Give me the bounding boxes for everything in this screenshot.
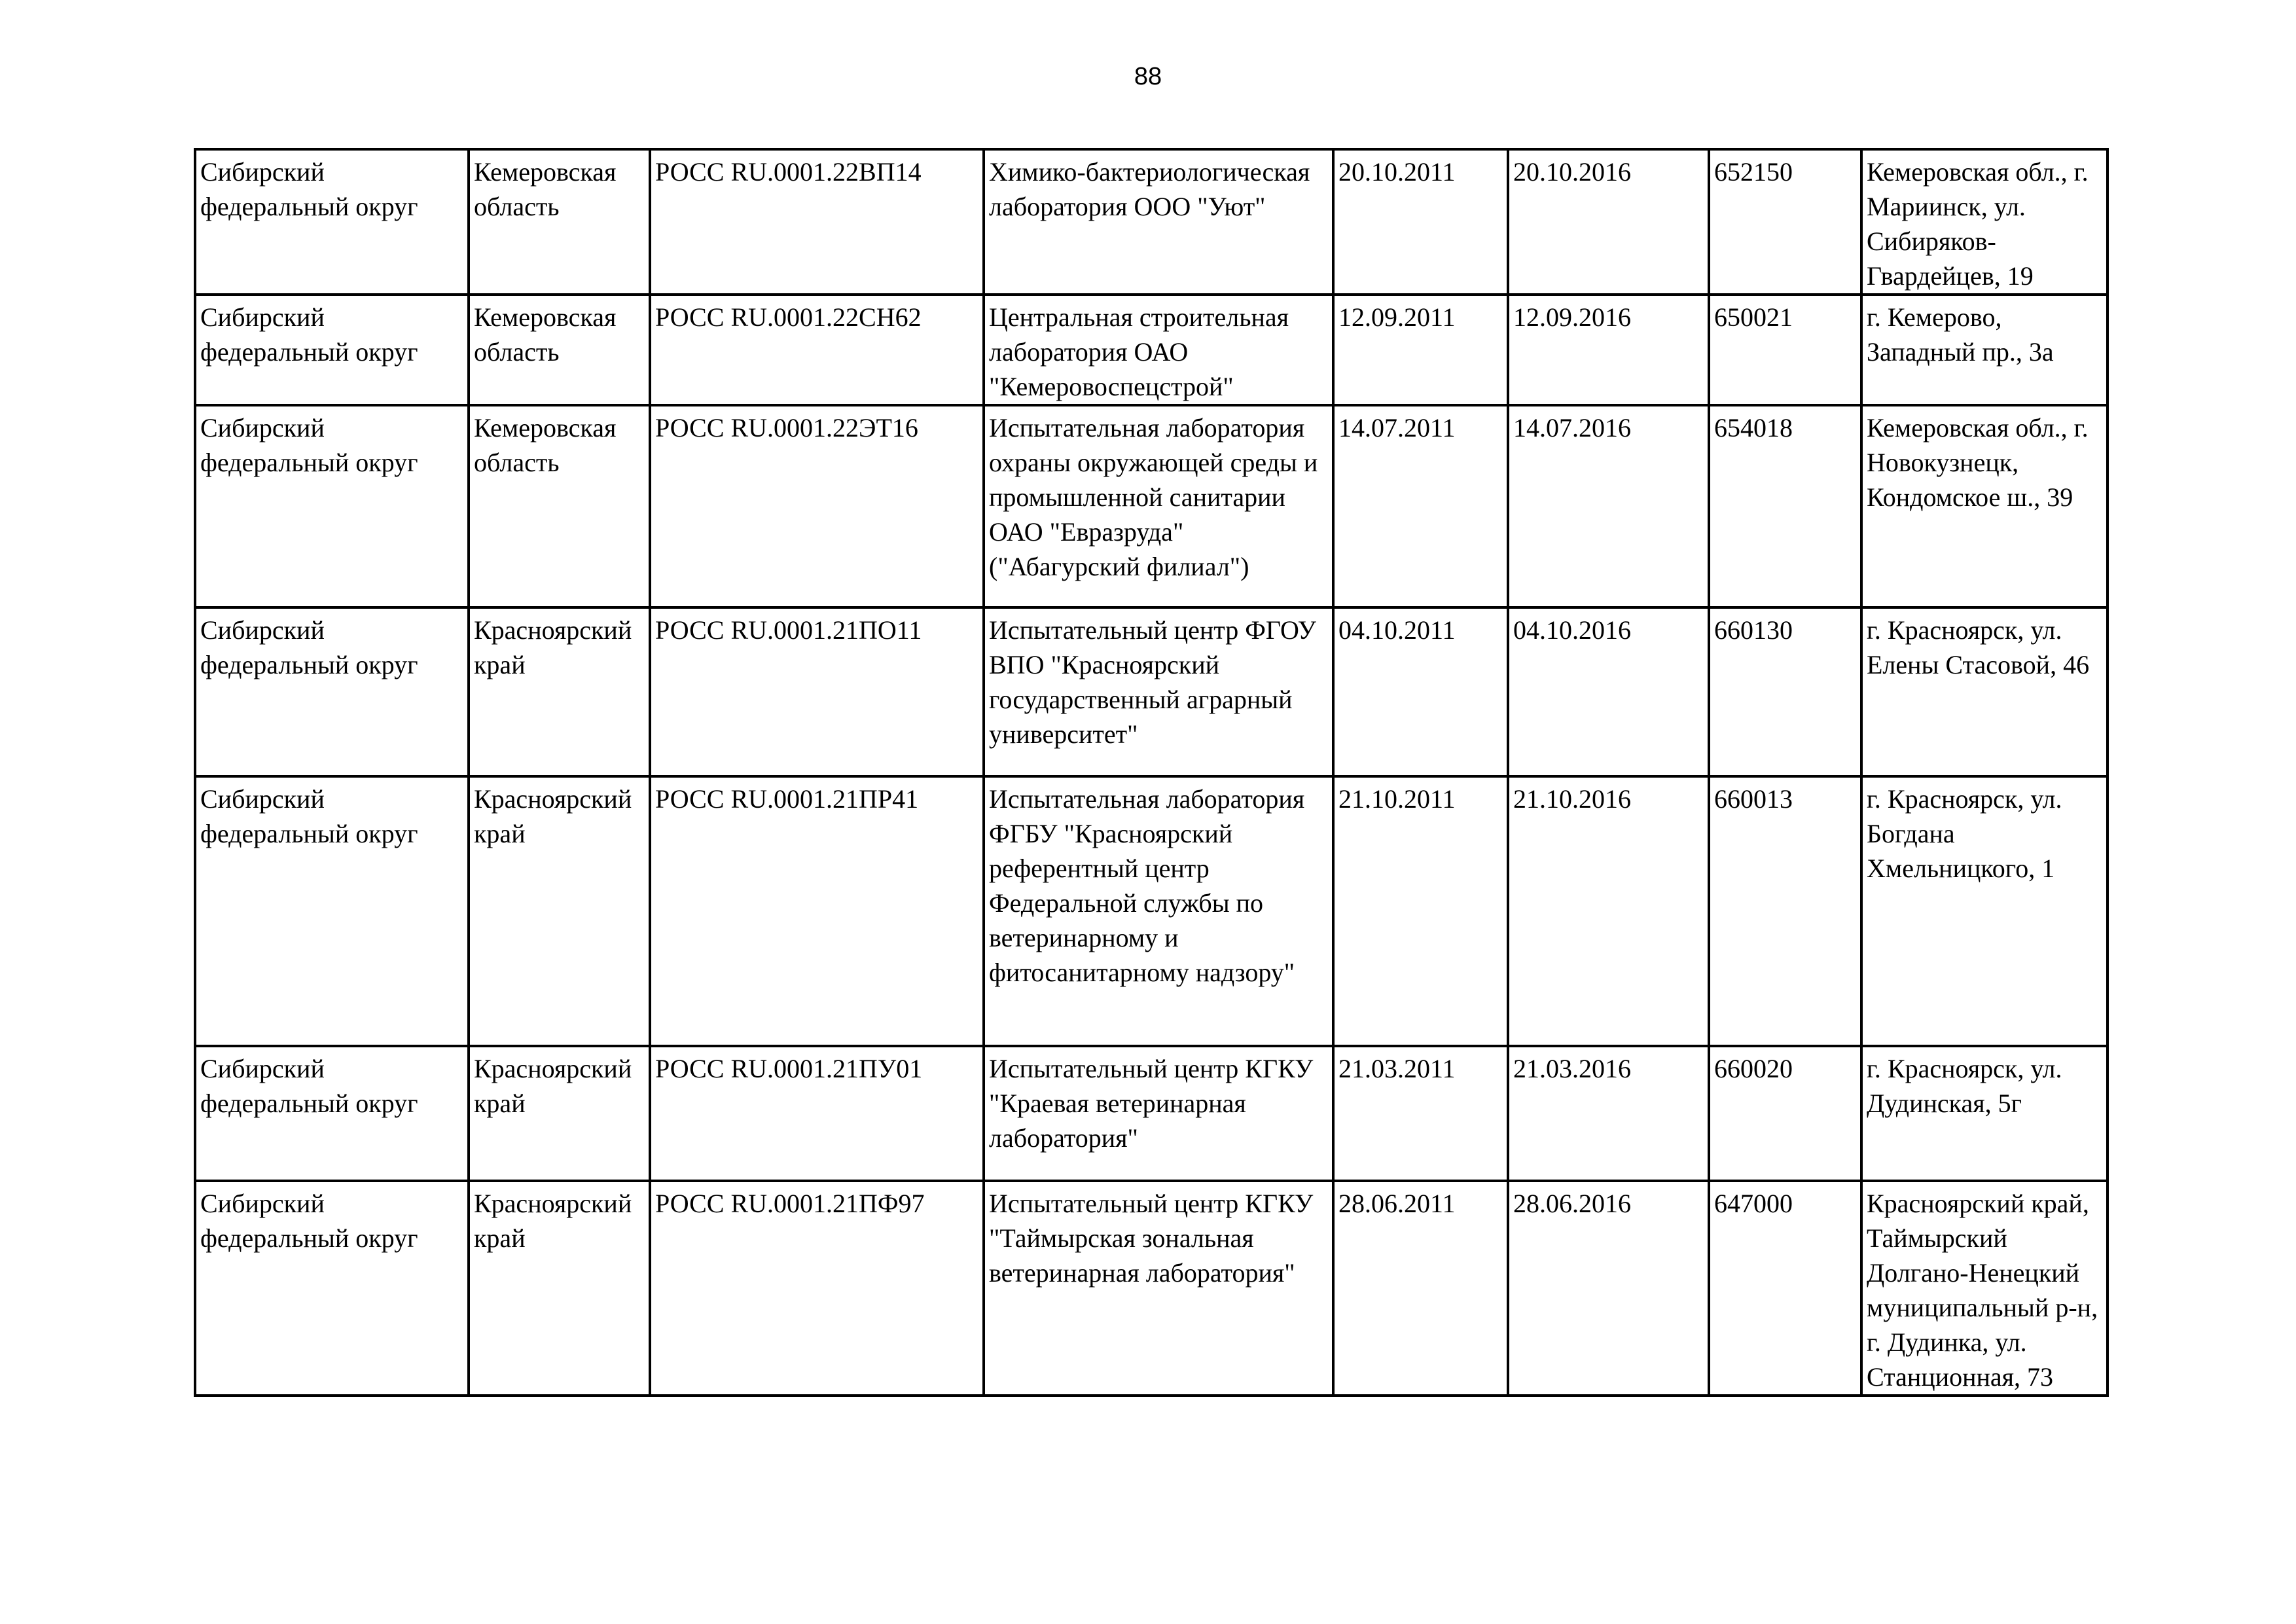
cell-region: Красноярский край <box>469 776 650 1046</box>
cell-address: Красноярский край, Таймырский Долгано-Ненецкий муниципальный р-н, г. Дудинка, ул. Станционная, 73 <box>1861 1181 2108 1396</box>
cell-expiry-date: 21.10.2016 <box>1508 776 1709 1046</box>
cell-certificate: РОСС RU.0001.22СН62 <box>650 295 984 405</box>
table-row <box>195 149 2108 295</box>
cell-certificate: РОСС RU.0001.22ВП14 <box>650 149 984 295</box>
cell-address: Кемеровская обл., г. Новокузнецк, Кондомское ш., 39 <box>1861 405 2108 607</box>
cell-address: г. Красноярск, ул. Богдана Хмельницкого, 1 <box>1861 776 2108 1046</box>
cell-postal-code: 660130 <box>1709 607 1861 776</box>
cell-postal-code: 650021 <box>1709 295 1861 405</box>
cell-laboratory: Испытательный центр КГКУ "Таймырская зональная ветеринарная лаборатория" <box>984 1181 1333 1396</box>
cell-region: Красноярский край <box>469 1046 650 1181</box>
cell-expiry-date: 21.03.2016 <box>1508 1046 1709 1181</box>
cell-postal-code: 660020 <box>1709 1046 1861 1181</box>
cell-issue-date: 28.06.2011 <box>1333 1181 1508 1396</box>
cell-district: Сибирский федеральный округ <box>195 1181 469 1396</box>
cell-expiry-date: 20.10.2016 <box>1508 149 1709 295</box>
cell-issue-date: 21.03.2011 <box>1333 1046 1508 1181</box>
cell-laboratory: Центральная строительная лаборатория ОАО "Кемеровоспецстрой" <box>984 295 1333 405</box>
table-row <box>195 1181 2108 1396</box>
cell-postal-code: 654018 <box>1709 405 1861 607</box>
cell-region: Кемеровская область <box>469 149 650 295</box>
cell-certificate: РОСС RU.0001.21ПР41 <box>650 776 984 1046</box>
cell-region: Кемеровская область <box>469 295 650 405</box>
cell-certificate: РОСС RU.0001.21ПФ97 <box>650 1181 984 1396</box>
cell-issue-date: 14.07.2011 <box>1333 405 1508 607</box>
cell-issue-date: 12.09.2011 <box>1333 295 1508 405</box>
cell-laboratory: Испытательная лаборатория ФГБУ "Красноярский референтный центр Федеральной службы по ветеринарному и фитосанитарному надзору" <box>984 776 1333 1046</box>
cell-laboratory: Химико-бактериологическая лаборатория ООО "Уют" <box>984 149 1333 295</box>
cell-laboratory: Испытательная лаборатория охраны окружающей среды и промышленной санитарии ОАО "Евразруда" ("Абагурский филиал") <box>984 405 1333 607</box>
cell-issue-date: 20.10.2011 <box>1333 149 1508 295</box>
cell-certificate: РОСС RU.0001.21ПУ01 <box>650 1046 984 1181</box>
cell-address: г. Кемерово, Западный пр., 3а <box>1861 295 2108 405</box>
cell-issue-date: 04.10.2011 <box>1333 607 1508 776</box>
cell-district: Сибирский федеральный округ <box>195 1046 469 1181</box>
table-row <box>195 295 2108 405</box>
cell-region: Красноярский край <box>469 1181 650 1396</box>
table-row <box>195 607 2108 776</box>
table-row <box>195 405 2108 607</box>
cell-laboratory: Испытательный центр КГКУ "Краевая ветеринарная лаборатория" <box>984 1046 1333 1181</box>
cell-district: Сибирский федеральный округ <box>195 607 469 776</box>
table-row <box>195 776 2108 1046</box>
table-row <box>195 1046 2108 1181</box>
cell-postal-code: 647000 <box>1709 1181 1861 1396</box>
cell-address: г. Красноярск, ул. Елены Стасовой, 46 <box>1861 607 2108 776</box>
cell-region: Красноярский край <box>469 607 650 776</box>
cell-certificate: РОСС RU.0001.21ПО11 <box>650 607 984 776</box>
cell-expiry-date: 28.06.2016 <box>1508 1181 1709 1396</box>
cell-district: Сибирский федеральный округ <box>195 149 469 295</box>
cell-issue-date: 21.10.2011 <box>1333 776 1508 1046</box>
cell-district: Сибирский федеральный округ <box>195 776 469 1046</box>
cell-address: Кемеровская обл., г. Мариинск, ул. Сибиряков-Гвардейцев, 19 <box>1861 149 2108 295</box>
cell-region: Кемеровская область <box>469 405 650 607</box>
cell-postal-code: 652150 <box>1709 149 1861 295</box>
cell-district: Сибирский федеральный округ <box>195 295 469 405</box>
cell-laboratory: Испытательный центр ФГОУ ВПО "Красноярский государственный аграрный университет" <box>984 607 1333 776</box>
cell-expiry-date: 12.09.2016 <box>1508 295 1709 405</box>
cell-district: Сибирский федеральный округ <box>195 405 469 607</box>
cell-postal-code: 660013 <box>1709 776 1861 1046</box>
laboratory-registry-table <box>194 148 2109 1397</box>
cell-address: г. Красноярск, ул. Дудинская, 5г <box>1861 1046 2108 1181</box>
cell-expiry-date: 14.07.2016 <box>1508 405 1709 607</box>
page-number: 88 <box>1134 63 1162 90</box>
cell-expiry-date: 04.10.2016 <box>1508 607 1709 776</box>
cell-certificate: РОСС RU.0001.22ЭТ16 <box>650 405 984 607</box>
